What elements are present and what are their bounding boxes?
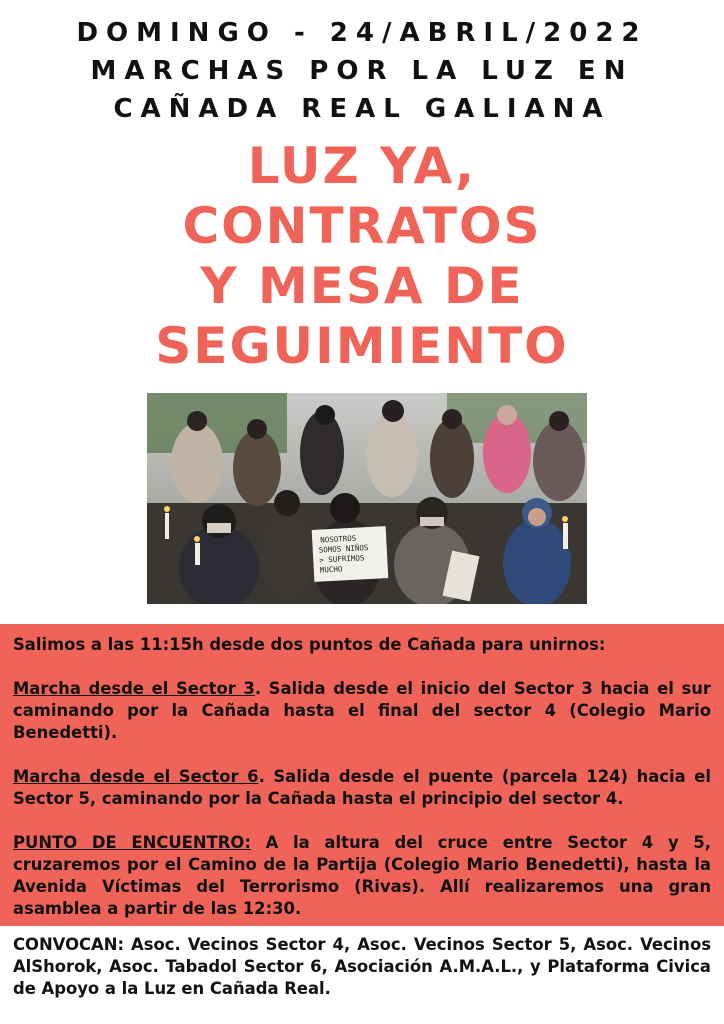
sign-text-2: SOMOS NIÑOS: [318, 543, 369, 555]
march-sector-3: [13, 678, 711, 744]
sign-text-4: MUCHO: [319, 564, 343, 575]
march-info-panel: [0, 624, 724, 926]
march-sector-6: [13, 766, 711, 810]
protest-photo: [147, 393, 587, 604]
event-title-line-2: CAÑADA REAL GALIANA: [113, 94, 611, 124]
meeting-point-text: A la altura del cruce entre Sector 4 y 5, cruzaremos por el Camino de la Partija (Colegio Mario Benedetti), hasta la Avenida Víctimas del Terrorismo (Rivas). Allí realizaremos una gran asamblea a partir de las 12:30.: [13, 833, 711, 918]
meeting-point-title: PUNTO DE ENCUENTRO:: [13, 833, 251, 852]
protest-photo-illustration: [147, 393, 587, 604]
event-date: DOMINGO - 24/ABRIL/2022: [76, 18, 648, 48]
headline-line-1: LUZ YA,: [247, 137, 477, 195]
sign-text-1: NOSOTROS: [319, 533, 357, 545]
event-title-line-1: MARCHAS POR LA LUZ EN: [90, 56, 634, 86]
intro-text: Salimos a las 11:15h desde dos puntos de Cañada para unirnos:: [13, 635, 606, 654]
event-header: [0, 14, 724, 128]
organizers: CONVOCAN: Asoc. Vecinos Sector 4, Asoc. Vecinos Sector 5, Asoc. Vecinos AlShorok, Asoc. Tabadol Sector 6, Asociación A.M.A.L., y Plataforma Civica de Apoyo a la Luz en Cañada Real.: [13, 935, 711, 998]
meeting-point: [13, 832, 711, 920]
march-sector-6-title: Marcha desde el Sector 6: [13, 767, 259, 786]
headline-line-2: CONTRATOS: [182, 197, 542, 255]
headline-line-3: Y MESA DE: [200, 257, 524, 315]
headline: [0, 136, 724, 376]
march-sector-3-text: . Salida desde el inicio del Sector 3 hacia el sur caminando por la Cañada hasta el final del sector 4 (Colegio Mario Benedetti).: [13, 679, 711, 742]
headline-line-4: SEGUIMIENTO: [155, 317, 569, 375]
march-sector-6-text: . Salida desde el puente (parcela 124) hacia el Sector 5, caminando por la Cañada hasta el principio del sector 4.: [13, 767, 711, 808]
march-sector-3-title: Marcha desde el Sector 3: [13, 679, 255, 698]
sign-text-3: > SUFRIMOS: [319, 553, 365, 565]
